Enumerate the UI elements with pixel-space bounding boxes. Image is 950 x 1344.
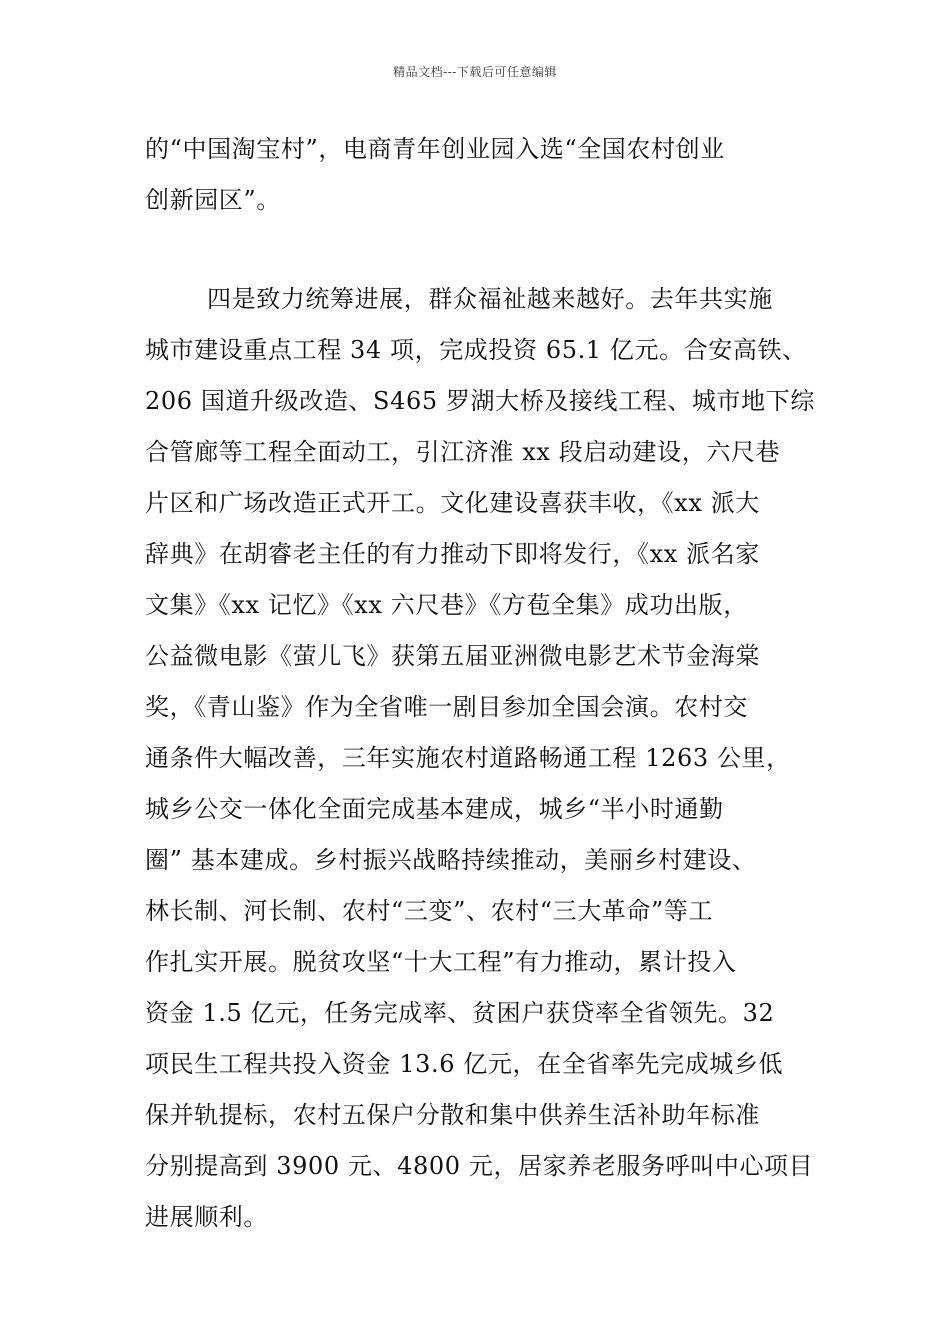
text-line: 合管廊等工程全面动工，引江济淮 xx 段启动建设，六尺巷 (145, 438, 781, 466)
text-line: 城乡公交一体化全面完成基本建成，城乡“半小时通勤 (145, 795, 724, 823)
text-line: 文集》《xx 记忆》《xx 六尺巷》《方苞全集》成功出版， (145, 591, 748, 619)
text-line: 城市建设重点工程 34 项，完成投资 65.1 亿元。合安高铁、 (145, 336, 807, 364)
text-line: 辞典》在胡睿老主任的有力推动下即将发行，《xx 派名家 (145, 540, 760, 568)
page-header: 精品文档---下载后可任意编辑 (393, 65, 557, 79)
text-line: 奖，《青山鉴》作为全省唯一剧目参加全国会演。农村交 (145, 693, 748, 721)
text-line: 进展顺利。 (145, 1203, 268, 1231)
paragraph-2 (145, 274, 815, 1243)
text-line: 分别提高到 3900 元、4800 元，居家养老服务呼叫中心项目 (145, 1152, 814, 1180)
text-line: 公益微电影《萤儿飞》获第五届亚洲微电影艺术节金海棠 (145, 642, 760, 670)
text-line: 作扎实开展。脱贫攻坚“十大工程”有力推动，累计投入 (145, 948, 737, 976)
text-line: 圈” 基本建成。乡村振兴战略持续推动，美丽乡村建设、 (145, 846, 757, 874)
text-line: 通条件大幅改善，三年实施农村道路畅通工程 1263 公里， (145, 744, 791, 772)
text-line: 林长制、河长制、农村“三变”、农村“三大革命”等工 (145, 897, 714, 925)
text-line: 保并轨提标，农村五保户分散和集中供养生活补助年标准 (145, 1101, 760, 1129)
text-line: 四是致力统筹进展，群众福祉越来越好。去年共实施 (207, 285, 773, 313)
text-line: 资金 1.5 亿元，任务完成率、贫困户获贷率全省领先。32 (145, 999, 775, 1027)
text-line: 创新园区”。 (145, 186, 281, 214)
paragraph-1 (145, 124, 810, 226)
text-line: 项民生工程共投入资金 13.6 亿元，在全省率先完成城乡低 (145, 1050, 784, 1078)
text-line: 206 国道升级改造、S465 罗湖大桥及接线工程、城市地下综 (145, 387, 815, 415)
text-line: 的“中国淘宝村”，电商青年创业园入选“全国农村创业 (145, 135, 725, 163)
text-line: 片区和广场改造正式开工。文化建设喜获丰收，《xx 派大 (145, 489, 760, 517)
